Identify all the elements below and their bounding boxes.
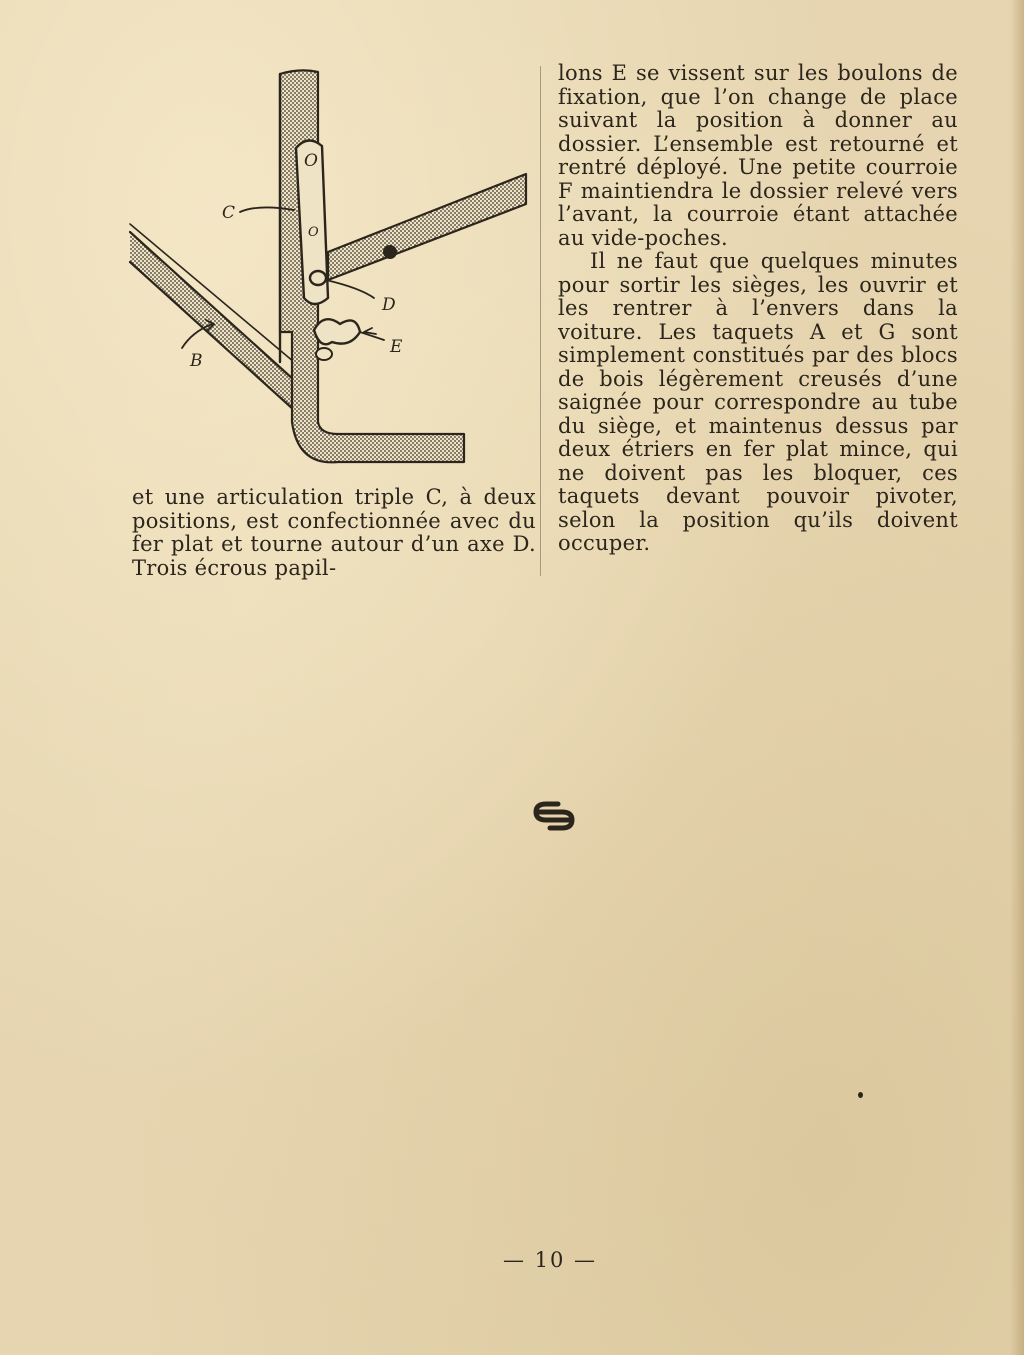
column-divider (540, 66, 541, 576)
figure-label-b: B (190, 351, 203, 371)
figure-label-d: D (382, 295, 396, 315)
left-column-paragraph: et une articulation triple C, à deux positions, est confectionnée avec du fer plat et tourne autour d’un axe D. Trois écrous papil- (132, 485, 536, 580)
page-edge-shadow (1010, 0, 1024, 1355)
figure-label-c: C (222, 203, 236, 223)
left-column (132, 486, 536, 580)
end-ornament-icon (532, 798, 576, 834)
figure-label-e: E (390, 337, 403, 357)
ink-speck (858, 1092, 863, 1098)
figure-label-o-lower: O (308, 225, 319, 240)
right-column-paragraph-1: lons E se vissent sur les boulons de fixation, que l’on change de place suivant la position à donner au dossier. L’ensemble est retourné et rentré déployé. Une petite courroie F maintiendra le dossier relevé vers l’avant, la courroie étant attachée au vide-poches. (558, 61, 958, 250)
right-column-paragraph-2: Il ne faut que quelques minutes pour sortir les sièges, les ouvrir et les rentrer à l’envers dans la voiture. Les taquets A et G sont simplement constitués par des blocs de bois légèrement creusés d’une saignée pour correspondre au tube du siège, et maintenus dessus par deux étriers en fer plat mince, qui ne doivent pas les bloquer, ces taquets devant pouvoir pivoter, selon la position qu’ils doivent occuper. (558, 249, 958, 555)
figure-label-o-upper: O (304, 151, 318, 171)
right-column (558, 62, 958, 556)
seat-frame-illustration (128, 62, 530, 480)
page-number: — 10 — (502, 1248, 598, 1272)
